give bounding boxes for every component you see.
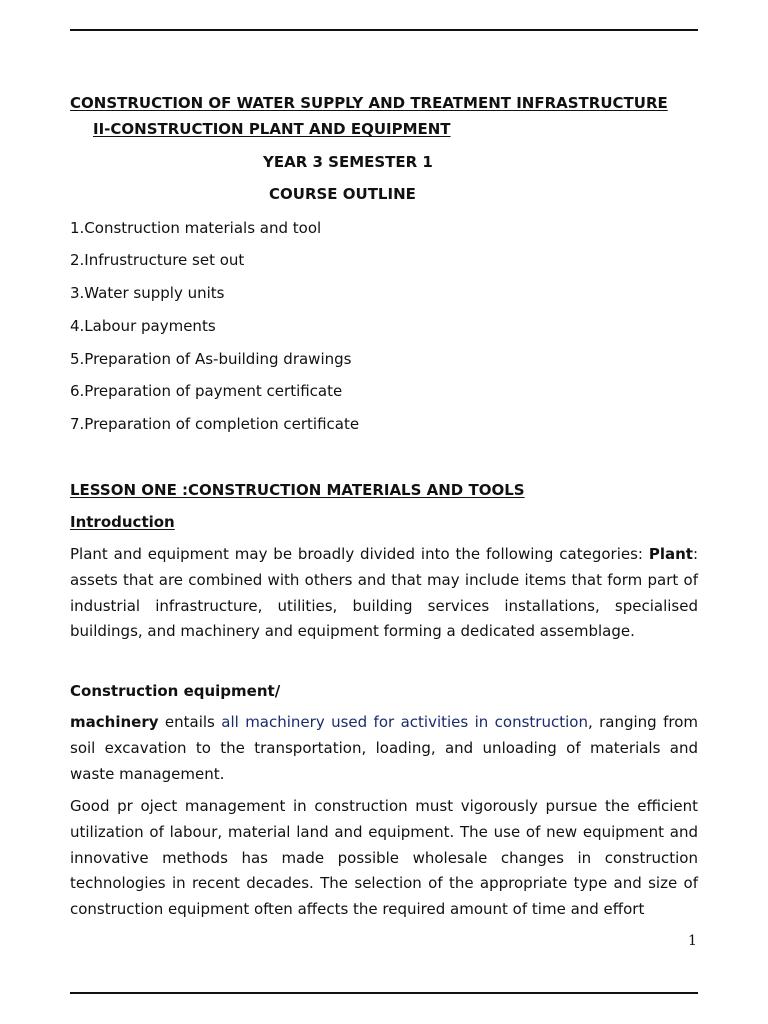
- outline-item: 2.Infrustructure set out: [70, 251, 245, 269]
- para2-rest: , ranging from soil excavation to the transportation, loading, and unloading of materials and waste management.: [70, 713, 699, 783]
- outline-item: 3.Water supply units: [70, 284, 225, 302]
- outline-item: 4.Labour payments: [70, 317, 216, 335]
- introduction-heading: Introduction: [70, 513, 175, 531]
- plant-paragraph: [70, 542, 698, 645]
- outline-item: 7.Preparation of completion certificate: [70, 415, 360, 433]
- outline-item: 5.Preparation of As-building drawings: [70, 350, 352, 368]
- para1-rest: : assets that are combined with others and that may include items that form part of industrial infrastructure, utilities, building services installations, specialised buildings, and machinery and equipment forming a dedicated assemblage.: [70, 545, 698, 641]
- lesson-heading: LESSON ONE :CONSTRUCTION MATERIALS AND TOOLS: [70, 481, 525, 499]
- machinery-term: machinery: [70, 713, 159, 731]
- para2-mid: entails: [158, 713, 222, 731]
- outline-item: 6.Preparation of payment certificate: [70, 382, 343, 400]
- outline-item: 1.Construction materials and tool: [70, 219, 322, 237]
- page-number: 1: [688, 933, 697, 949]
- course-outline-heading: COURSE OUTLINE: [269, 185, 416, 203]
- project-management-paragraph: Good pr oject management in construction must vigorously pursue the efficient utilization of labour, material land and equipment. The use of new equipment and innovative methods has made possible wholesale changes in construction technologies in recent decades. The selection of the appropriate type and size of construction equipment often affects the required amount of time and effort: [70, 797, 698, 919]
- document-title: CONSTRUCTION OF WATER SUPPLY AND TREATMENT INFRASTRUCTURE: [70, 94, 668, 112]
- construction-equipment-heading: Construction equipment/: [70, 682, 281, 700]
- machinery-link[interactable]: all machinery used for activities in construction: [221, 713, 588, 731]
- document-subtitle: II-CONSTRUCTION PLANT AND EQUIPMENT: [93, 120, 451, 138]
- plant-term: Plant: [648, 545, 693, 563]
- header-rule: [70, 29, 698, 31]
- machinery-paragraph: [70, 710, 698, 787]
- footer-rule: [70, 992, 698, 994]
- year-semester: YEAR 3 SEMESTER 1: [263, 153, 433, 171]
- para1-lead: Plant and equipment may be broadly divided into the following categories:: [70, 545, 649, 563]
